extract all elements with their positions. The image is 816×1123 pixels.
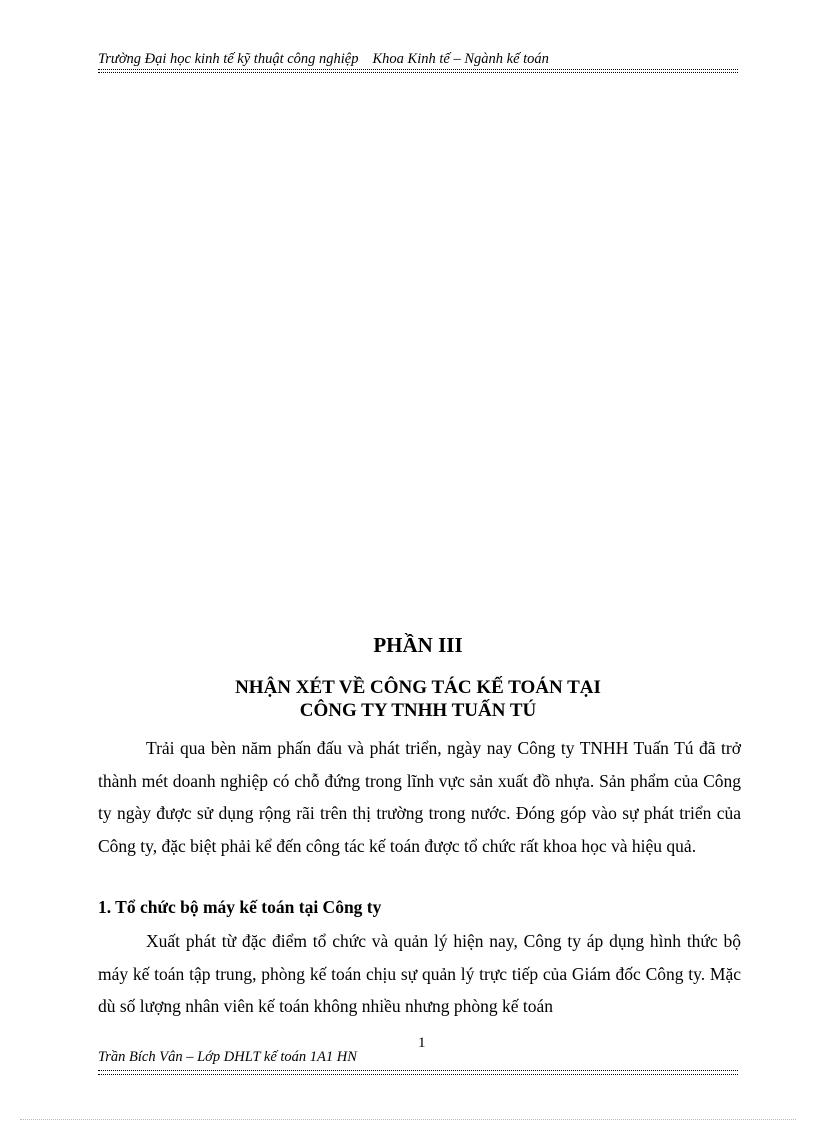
footer-divider: [98, 1074, 738, 1075]
intro-paragraph: [98, 732, 741, 862]
intro-paragraph-text: Trải qua bèn năm phấn đấu và phát triển, ngày nay Công ty TNHH Tuấn Tú đã trở thành mét doanh nghiệp có chỗ đứng trong lĩnh vực sản xuất đồ nhựa. Sản phẩm của Công ty ngày được sử dụng rộng rãi trên thị trường trong nước. Đóng góp vào sự phát triển của Công ty, đặc biệt phải kể đến công tác kế toán được tổ chức rất khoa học và hiệu quả.: [98, 738, 741, 856]
part-title: PHẦN III: [373, 633, 463, 657]
header-divider: [98, 69, 738, 70]
page-header: [98, 50, 738, 70]
section-heading: 1. Tổ chức bộ máy kế toán tại Công ty: [98, 897, 382, 917]
header-department: Khoa Kinh tế – Ngành kế toán: [372, 51, 549, 67]
document-title-line-1: NHẬN XÉT VỀ CÔNG TÁC KẾ TOÁN TẠI: [235, 677, 601, 698]
page-edge: [20, 1119, 796, 1120]
document-title-line-2: CÔNG TY TNHH TUẤN TÚ: [299, 700, 537, 721]
footer-divider: [98, 1070, 738, 1071]
header-school: Trường Đại học kinh tế kỹ thuật công nghiệp: [98, 51, 359, 67]
body-paragraph: [98, 925, 741, 1023]
header-divider: [98, 72, 738, 73]
page-number: 1: [418, 1035, 426, 1051]
body-paragraph-text: Xuất phát từ đặc điểm tổ chức và quản lý hiện nay, Công ty áp dụng hình thức bộ máy kế toán tập trung, phòng kế toán chịu sự quản lý trực tiếp của Giám đốc Công ty. Mặc dù số lượng nhân viên kế toán không nhiều nhưng phòng kế toán: [98, 931, 741, 1017]
page-footer: Trần Bích Vân – Lớp DHLT kế toán 1A1 HN: [98, 1049, 357, 1065]
